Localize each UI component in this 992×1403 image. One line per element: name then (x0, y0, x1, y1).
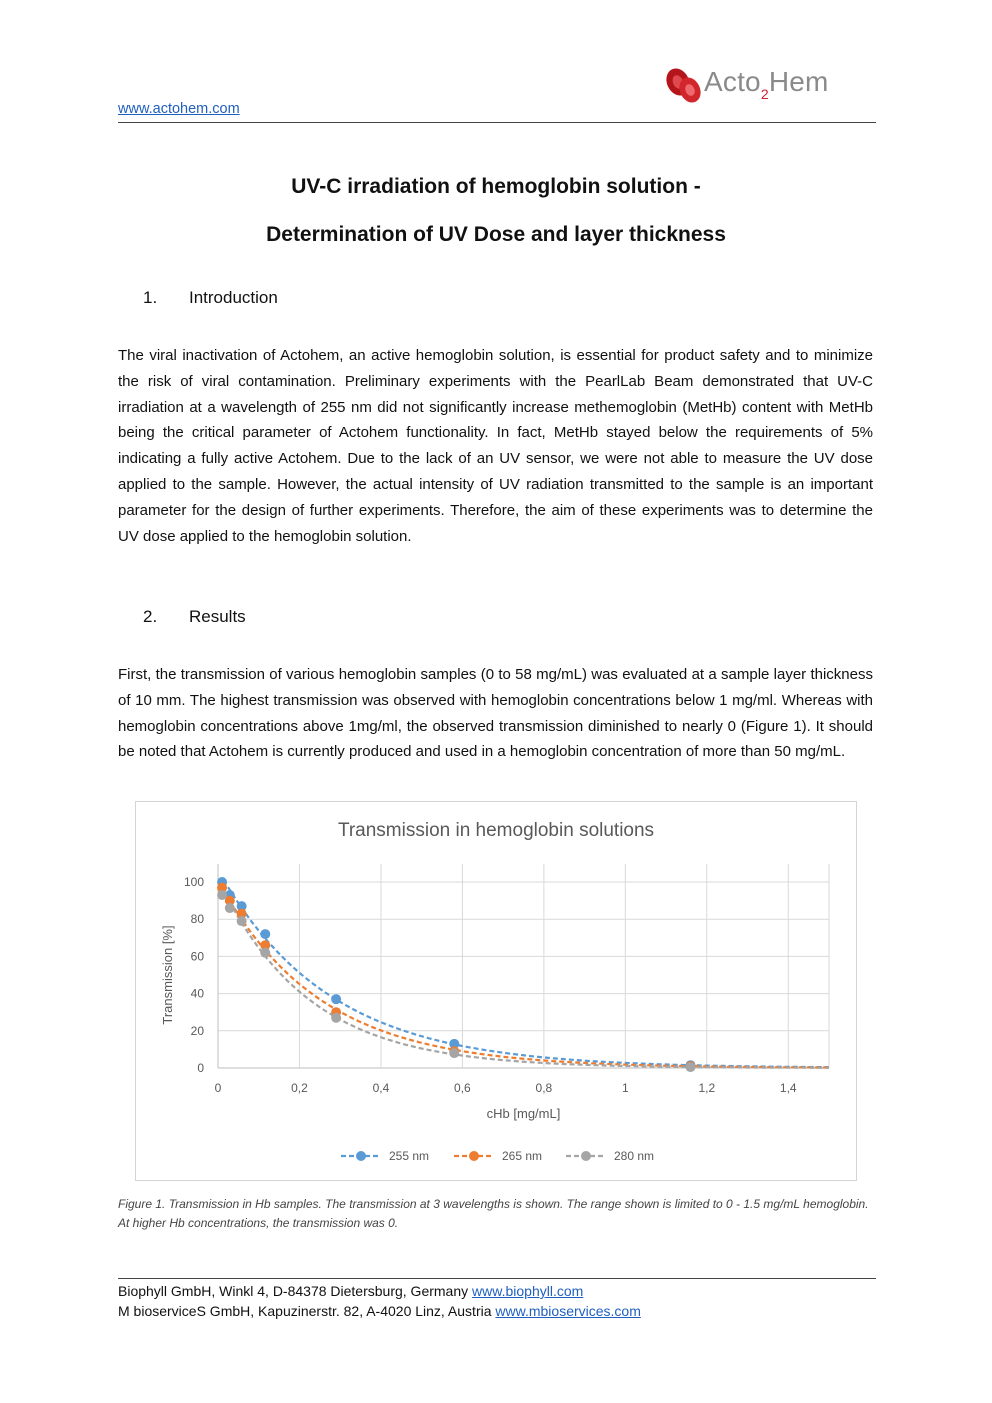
results-paragraph: First, the transmission of various hemoglobin samples (0 to 58 mg/mL) was evaluated at a sample layer thickness of 10 mm. The highest transmission was observed with hemoglobin concentrations below 1 mg/ml. Whereas with hemoglobin concentrations above 1mg/ml, the observed transmission diminished to nearly 0 (Figure 1). It should be noted that Actohem is currently produced and used in a hemoglobin concentration of more than 50 mg/mL. (118, 666, 873, 761)
introduction-paragraph: The viral inactivation of Actohem, an active hemoglobin solution, is essential for product safety and to minimize the risk of viral contamination. Preliminary experiments with the PearlLab Beam demonstrated that UV-C irradiation at a wavelength of 255 nm did not significantly increase methemoglobin (MetHb) content with MetHb being the critical parameter of Actohem functionality. In fact, MetHb stayed below the requirements of 5% indicating a fully active Actohem. Due to the lack of an UV sensor, we were not able to measure the UV dose applied to the sample. However, the actual intensity of UV radiation transmitted to the sample is an important parameter for the design of further experiments. Therefore, the aim of these experiments was to determine the UV dose applied to the hemoglobin solution. (118, 347, 873, 545)
data-point (217, 890, 227, 900)
data-point (237, 916, 247, 926)
transmission-chart (135, 801, 857, 1181)
data-point (331, 1013, 341, 1023)
footer-divider (118, 1278, 876, 1279)
x-tick-label: 1,4 (779, 1081, 797, 1095)
chart-title: Transmission in hemoglobin solutions (337, 820, 655, 841)
y-tick-label: 0 (197, 1061, 204, 1075)
x-axis-label: cHb [mg/mL] (486, 1106, 561, 1121)
trendline-280-nm (222, 887, 829, 1068)
x-tick-label: 1,2 (698, 1081, 716, 1095)
footer-mbioservices-link[interactable]: www.mbioservices.com (495, 1303, 641, 1319)
header-website-link[interactable]: www.actohem.com (118, 101, 240, 117)
figure-caption: Figure 1. Transmission in Hb samples. The transmission at 3 wavelengths is shown. The range shown is limited to 0 - 1.5 mg/mL hemoglobin. At higher Hb concentrations, the transmission was 0. (118, 1197, 869, 1230)
x-tick-label: 0,8 (535, 1081, 553, 1095)
footer-address-biophyll (118, 1283, 583, 1299)
data-point (225, 903, 235, 913)
legend-marker (356, 1151, 366, 1161)
logo-text-acto: Acto (704, 66, 761, 97)
y-tick-label: 100 (183, 875, 204, 889)
logo-text-hem: Hem (768, 66, 829, 97)
y-tick-label: 20 (190, 1023, 204, 1038)
trendline-265-nm (222, 888, 829, 1068)
y-tick-label: 60 (190, 949, 204, 964)
x-tick-label: 0 (214, 1081, 222, 1095)
section-number: 2. (143, 607, 158, 626)
legend-label: 255 nm (389, 1149, 430, 1163)
document-title-line-1: UV-C irradiation of hemoglobin solution - (291, 175, 701, 198)
actohem-logo (664, 64, 854, 106)
y-tick-label: 40 (190, 986, 204, 1001)
x-tick-label: 0,2 (291, 1081, 308, 1095)
logo-text-subscript: 2 (760, 86, 769, 102)
y-tick-label: 80 (190, 912, 204, 927)
section-title: Results (189, 607, 246, 626)
legend-marker (469, 1151, 479, 1161)
footer-address-mbioservices (118, 1303, 641, 1319)
legend-marker (581, 1151, 591, 1161)
x-tick-label: 0,6 (454, 1081, 471, 1095)
blood-cell-icon (664, 64, 704, 106)
data-point (686, 1062, 696, 1072)
data-point (331, 994, 341, 1004)
section-title: Introduction (189, 288, 278, 307)
footer-biophyll-link[interactable]: www.biophyll.com (472, 1283, 584, 1299)
trendline-255-nm (222, 882, 829, 1067)
footer-address-text: M bioserviceS GmbH, Kapuzinerstr. 82, A-4020 Linz, Austria (118, 1303, 496, 1319)
chart-canvas (136, 802, 856, 1180)
footer-address-text: Biophyll GmbH, Winkl 4, D-84378 Dietersburg, Germany (118, 1283, 473, 1299)
logo-wordmark (704, 66, 829, 102)
document-title-line-2: Determination of UV Dose and layer thickness (266, 223, 726, 246)
section-number: 1. (143, 288, 158, 307)
legend-label: 265 nm (502, 1149, 543, 1163)
y-axis-label: Transmission [%] (160, 925, 175, 1025)
header-divider (118, 122, 876, 123)
x-tick-label: 1 (621, 1081, 629, 1095)
data-point (449, 1048, 459, 1058)
data-point (260, 948, 270, 958)
legend-label: 280 nm (614, 1149, 655, 1163)
data-point (260, 929, 270, 939)
section-heading-introduction (143, 288, 278, 308)
x-tick-label: 0,4 (372, 1081, 390, 1095)
section-heading-results (143, 607, 246, 627)
